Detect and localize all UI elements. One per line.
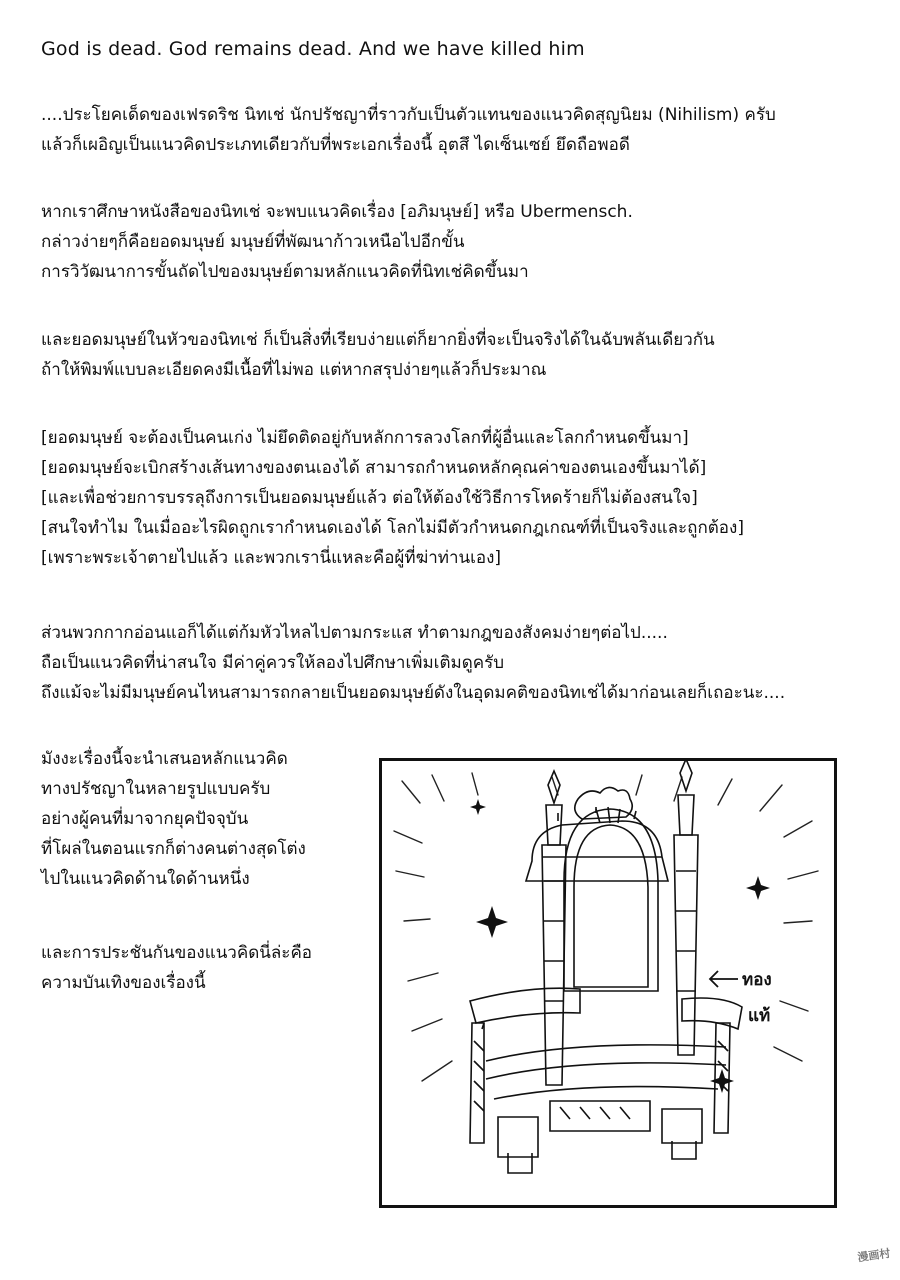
text-line: ความบันเทิงของเรื่องนี้ (41, 973, 206, 993)
text-line: และการประชันกันของแนวคิดนี่ล่ะคือ (41, 943, 313, 963)
text-line: แล้วก็เผอิญเป็นแนวคิดประเภทเดียวกับที่พระเอกเรื่องนี้ อุตสึ ไดเซ็นเซย์ ยึดถือพอดี (41, 135, 630, 155)
text-line: การวิวัฒนาการขั้นถัดไปของมนุษย์ตามหลักแนวคิดที่นิทเช่คิดขึ้นมา (41, 262, 529, 282)
text-line: ไปในแนวคิดด้านใดด้านหนึ่ง (41, 869, 250, 889)
text-line: กล่าวง่ายๆก็คือยอดมนุษย์ มนุษย์ที่พัฒนาก้าวเหนือไปอีกขั้น (41, 232, 465, 252)
watermark-logo: 漫画村 (856, 1246, 892, 1265)
text-line: [ยอดมนุษย์ จะต้องเป็นคนเก่ง ไม่ยึดติดอยู่กับหลักการลวงโลกที่ผู้อื่นและโลกกำหนดขึ้นมา] (41, 428, 689, 448)
text-line: [ยอดมนุษย์จะเบิกสร้างเส้นทางของตนเองได้ สามารถกำหนดหลักคุณค่าของตนเองขึ้นมาได้] (41, 458, 707, 478)
arrow-icon (710, 971, 738, 987)
throne-illustration-panel (379, 758, 837, 1208)
text-line: อย่างผู้คนที่มาจากยุคปัจจุบัน (41, 809, 249, 829)
paragraph-summary (41, 325, 715, 385)
text-line: ถือเป็นแนวคิดที่น่าสนใจ มีค่าคู่ควรให้ลองไปศึกษาเพิ่มเติมดูครับ (41, 653, 505, 673)
text-line: ถึงแม้จะไม่มีมนุษย์คนไหนสามารถกลายเป็นยอดมนุษย์ดังในอุดมคติของนิทเช่ได้มาก่อนเลยก็เถอะนะ.... (41, 683, 786, 703)
paragraph-ubermensch (41, 197, 633, 287)
paragraph-closing (41, 938, 312, 998)
radiance-lines (394, 773, 818, 1081)
text-line: ส่วนพวกกากอ่อนแอก็ได้แต่ก้มหัวไหลไปตามกระแส ทำตามกฎของสังคมง่ายๆต่อไป..... (41, 623, 668, 643)
text-line: [เพราะพระเจ้าตายไปแล้ว และพวกเรานี่แหละคือผู้ที่ฆ่าท่านเอง] (41, 548, 502, 568)
throne-drawing (470, 761, 742, 1173)
text-line: หากเราศึกษาหนังสือของนิทเช่ จะพบแนวคิดเรื่อง [อภิมนุษย์] หรือ Ubermensch. (41, 202, 633, 222)
text-line: [และเพื่อช่วยการบรรลุถึงการเป็นยอดมนุษย์แล้ว ต่อให้ต้องใช้วิธีการโหดร้ายก็ไม่ต้องสนใจ] (41, 488, 698, 508)
text-line: ทางปรัชญาในหลายรูปแบบครับ (41, 779, 271, 799)
text-line: มังงะเรื่องนี้จะนำเสนอหลักแนวคิด (41, 749, 288, 769)
text-line: ถ้าให้พิมพ์แบบละเอียดคงมีเนื้อที่ไม่พอ แต่หากสรุปง่ายๆแล้วก็ประมาณ (41, 360, 547, 380)
headline-quote: God is dead. God remains dead. And we have killed him (41, 38, 585, 60)
text-line: ที่โผล่ในตอนแรกก็ต่างคนต่างสุดโต่ง (41, 839, 306, 859)
paragraph-intro (41, 100, 776, 160)
throne-illustration (382, 761, 834, 1205)
note-gold: ทอง (742, 970, 772, 990)
note-genuine: แท้ (748, 1006, 771, 1026)
paragraph-manga-intro (41, 744, 306, 894)
text-line: ....ประโยคเด็ดของเฟรดริช นิทเช่ นักปรัชญาที่ราวกับเป็นตัวแทนของแนวคิดสุญนิยม (Nihilism) ครับ (41, 105, 776, 125)
paragraph-conclusion (41, 618, 785, 708)
text-line: และยอดมนุษย์ในหัวของนิทเช่ ก็เป็นสิ่งที่เรียบง่ายแต่ก็ยากยิ่งที่จะเป็นจริงได้ในฉับพลันเดียวกัน (41, 330, 715, 350)
paragraph-bracket-list (41, 423, 744, 573)
text-line: [สนใจทำไม ในเมื่ออะไรผิดถูกเรากำหนดเองได้ โลกไม่มีตัวกำหนดกฎเกณฑ์ที่เป็นจริงและถูกต้อง] (41, 518, 744, 538)
